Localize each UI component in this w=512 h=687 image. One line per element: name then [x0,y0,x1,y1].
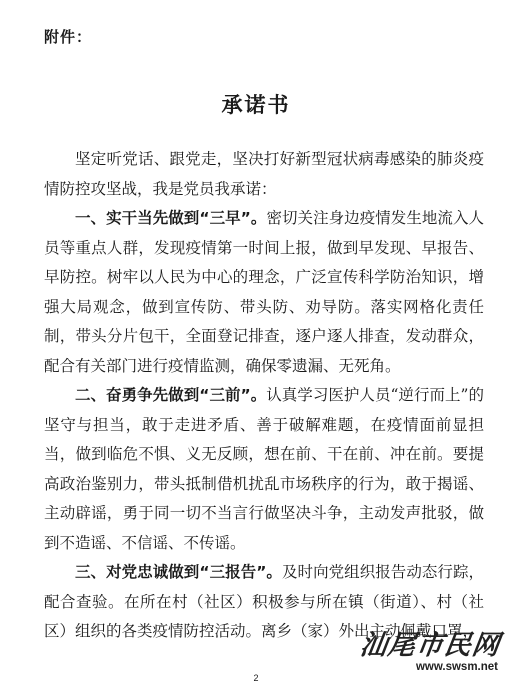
section-heading-3: 三、对党忠诚做到“三报告”。 [75,563,282,581]
document-body [44,145,484,647]
site-watermark [357,630,503,677]
watermark-logo-text: 汕尾市民网 [357,630,503,661]
page-number: 2 [253,673,259,683]
section-paragraph-2 [44,381,484,558]
section-text-2: 认真学习医护人员“逆行而上”的坚守与担当，敢于走进矛盾、善于破解难题，在疫情面前显担当，做到临危不惧、义无反顾，想在前、干在前、冲在前。要提高政治鉴别力，带头抵制借机扰乱市场秩序的行为，敢于揭谣、主动辟谣，勇于同一切不当言行做坚决斗争，主动发声批驳，做到不造谣、不信谣、不传谣。 [44,386,484,552]
watermark-url: www.swsm.net [415,661,498,673]
attachment-label: 附件： [44,28,93,46]
section-paragraph-1 [44,204,484,381]
section-text-1: 密切关注身边疫情发生地流入人员等重点人群，发现疫情第一时间上报，做到早发现、早报告、早防控。树牢以人民为中心的理念，广泛宣传科学防治知识，增强大局观念，做到宣传防、带头防、劝导防。落实网格化责任制，带头分片包干，全面登记排查，逐户逐人排查，发动群众，配合有关部门进行疫情监测，确保零遗漏、无死角。 [44,209,484,375]
intro-paragraph: 坚定听党话、跟党走，坚决打好新型冠状病毒感染的肺炎疫情防控攻坚战，我是党员我承诺： [44,150,484,198]
section-heading-2: 二、奋勇争先做到“三前”。 [75,386,267,404]
section-text-3: 及时向党组织报告动态行踪，配合查验。在所在村（社区）积极参与所在镇（街道）、村（社区）组织的各类疫情防控活动。离乡（家）外出主动佩戴口罩， [44,563,484,640]
document-title: 承诺书 [221,93,291,117]
section-heading-1: 一、实干当先做到“三早”。 [75,209,267,227]
